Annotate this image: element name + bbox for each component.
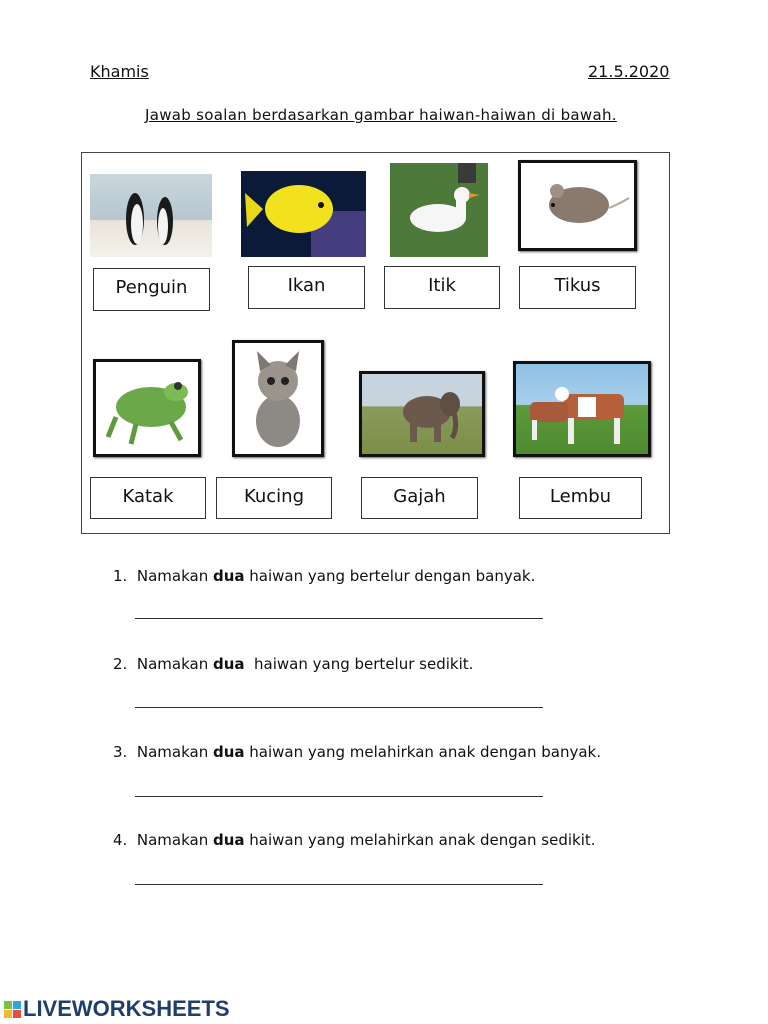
- cat-image: [232, 340, 324, 457]
- label-tikus: Tikus: [519, 266, 636, 309]
- duck-image: [390, 163, 488, 257]
- date-label: 21.5.2020: [588, 62, 670, 81]
- live-logo-icon: [4, 1001, 21, 1018]
- question-2: 2. Namakan dua haiwan yang bertelur sedikit.: [113, 655, 474, 673]
- liveworksheets-logo[interactable]: [4, 996, 230, 1022]
- penguin-image: [90, 174, 212, 257]
- question-3: 3. Namakan dua haiwan yang melahirkan anak dengan banyak.: [113, 743, 602, 761]
- fish-image: [241, 171, 366, 257]
- label-itik: Itik: [384, 266, 500, 309]
- label-gajah: Gajah: [361, 477, 478, 519]
- label-kucing: Kucing: [216, 477, 332, 519]
- instruction: Jawab soalan berdasarkan gambar haiwan-haiwan di bawah.: [145, 106, 617, 124]
- cow-image: [513, 361, 651, 457]
- answer-line-4[interactable]: [135, 884, 543, 885]
- brand-text: LIVEWORKSHEETS: [23, 996, 230, 1021]
- mouse-image: [518, 160, 637, 251]
- answer-line-2[interactable]: [135, 707, 543, 708]
- label-ikan: Ikan: [248, 266, 365, 309]
- elephant-image: [359, 371, 485, 457]
- question-4: 4. Namakan dua haiwan yang melahirkan anak dengan sedikit.: [113, 831, 596, 849]
- day-label: Khamis: [90, 62, 149, 81]
- question-1: 1. Namakan dua haiwan yang bertelur dengan banyak.: [113, 567, 536, 585]
- answer-line-3[interactable]: [135, 796, 543, 797]
- frog-image: [93, 359, 201, 457]
- label-katak: Katak: [90, 477, 206, 519]
- label-penguin: Penguin: [93, 268, 210, 311]
- label-lembu: Lembu: [519, 477, 642, 519]
- answer-line-1[interactable]: [135, 618, 543, 619]
